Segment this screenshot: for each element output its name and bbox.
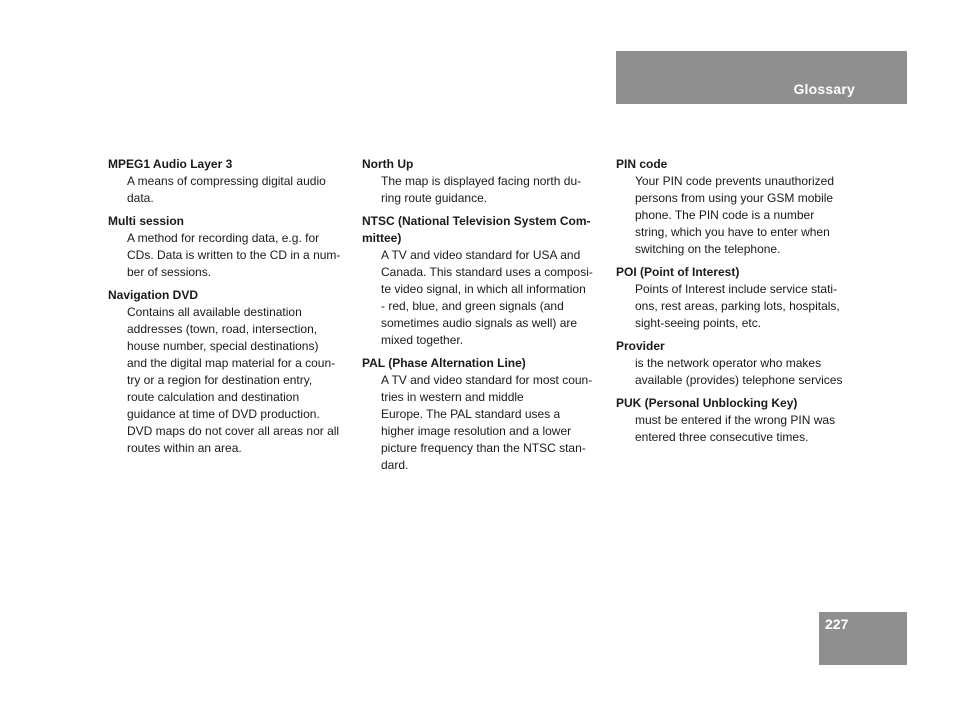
glossary-entry [362,213,612,349]
glossary-definition [108,304,358,457]
definition-line: Points of Interest include service stati- [635,282,838,296]
definition-line: A means of compressing digital audio [127,174,326,188]
glossary-entry [108,287,358,457]
section-title: Glossary [793,81,855,97]
glossary-term [616,264,866,281]
glossary-definition [616,412,866,446]
definition-line: DVD maps do not cover all areas nor all [127,424,340,438]
glossary-entry [616,264,866,332]
definition-line: data. [127,191,154,205]
glossary-entry [108,213,358,281]
term-line: PUK (Personal Unblocking Key) [616,396,798,410]
definition-line: sight-seeing points, etc. [635,316,762,330]
definition-line: tries in western and middle [381,390,524,404]
definition-line: is the network operator who makes [635,356,822,370]
glossary-term [108,213,358,230]
definition-line: ber of sessions. [127,265,212,279]
definition-line: house number, special destinations) [127,339,319,353]
term-line: Provider [616,339,665,353]
glossary-entry [616,395,866,446]
section-header-tab [616,51,907,104]
definition-line: A TV and video standard for most coun- [381,373,593,387]
definition-line: The map is displayed facing north du- [381,174,582,188]
definition-line: switching on the telephone. [635,242,781,256]
definition-line: must be entered if the wrong PIN was [635,413,836,427]
glossary-term [362,156,612,173]
definition-line: available (provides) telephone services [635,373,843,387]
page-number-box [819,612,907,665]
glossary-term [616,338,866,355]
glossary-entry [108,156,358,207]
definition-line: string, which you have to enter when [635,225,830,239]
glossary-column-1 [108,156,358,463]
definition-line: and the digital map material for a coun- [127,356,336,370]
glossary-term [362,355,612,372]
glossary-column-2 [362,156,612,480]
term-line: PIN code [616,157,668,171]
definition-line: addresses (town, road, intersection, [127,322,318,336]
definition-line: route calculation and destination [127,390,300,404]
definition-line: entered three consecutive times. [635,430,809,444]
glossary-term [108,156,358,173]
definition-line: mixed together. [381,333,464,347]
glossary-term [108,287,358,304]
glossary-term [362,213,612,247]
glossary-entry [362,156,612,207]
definition-line: routes within an area. [127,441,242,455]
glossary-definition [108,173,358,207]
definition-line: ring route guidance. [381,191,488,205]
glossary-definition [362,372,612,474]
glossary-definition [362,173,612,207]
glossary-definition [616,281,866,332]
definition-line: te video signal, in which all information [381,282,586,296]
definition-line: ons, rest areas, parking lots, hospitals, [635,299,840,313]
glossary-term [616,395,866,412]
glossary-entry [362,355,612,474]
glossary-entry [616,338,866,389]
definition-line: A method for recording data, e.g. for [127,231,320,245]
term-line: PAL (Phase Alternation Line) [362,356,526,370]
definition-line: CDs. Data is written to the CD in a num- [127,248,341,262]
definition-line: phone. The PIN code is a number [635,208,815,222]
definition-line: dard. [381,458,409,472]
definition-line: sometimes audio signals as well) are [381,316,578,330]
definition-line: picture frequency than the NTSC stan- [381,441,586,455]
glossary-term [616,156,866,173]
glossary-column-3 [616,156,866,452]
definition-line: - red, blue, and green signals (and [381,299,564,313]
term-line: Navigation DVD [108,288,199,302]
definition-line: Your PIN code prevents unauthorized [635,174,835,188]
term-line: mittee) [362,231,402,245]
definition-line: Europe. The PAL standard uses a [381,407,561,421]
definition-line: A TV and video standard for USA and [381,248,581,262]
term-line: North Up [362,157,414,171]
definition-line: persons from using your GSM mobile [635,191,834,205]
term-line: Multi session [108,214,185,228]
definition-line: Contains all available destination [127,305,302,319]
definition-line: try or a region for destination entry, [127,373,313,387]
glossary-definition [108,230,358,281]
page-number: 227 [825,616,849,632]
term-line: NTSC (National Television System Com- [362,214,591,228]
term-line: POI (Point of Interest) [616,265,740,279]
glossary-entry [616,156,866,258]
glossary-definition [362,247,612,349]
definition-line: guidance at time of DVD production. [127,407,320,421]
glossary-definition [616,173,866,258]
definition-line: higher image resolution and a lower [381,424,572,438]
glossary-definition [616,355,866,389]
definition-line: Canada. This standard uses a composi- [381,265,593,279]
term-line: MPEG1 Audio Layer 3 [108,157,233,171]
